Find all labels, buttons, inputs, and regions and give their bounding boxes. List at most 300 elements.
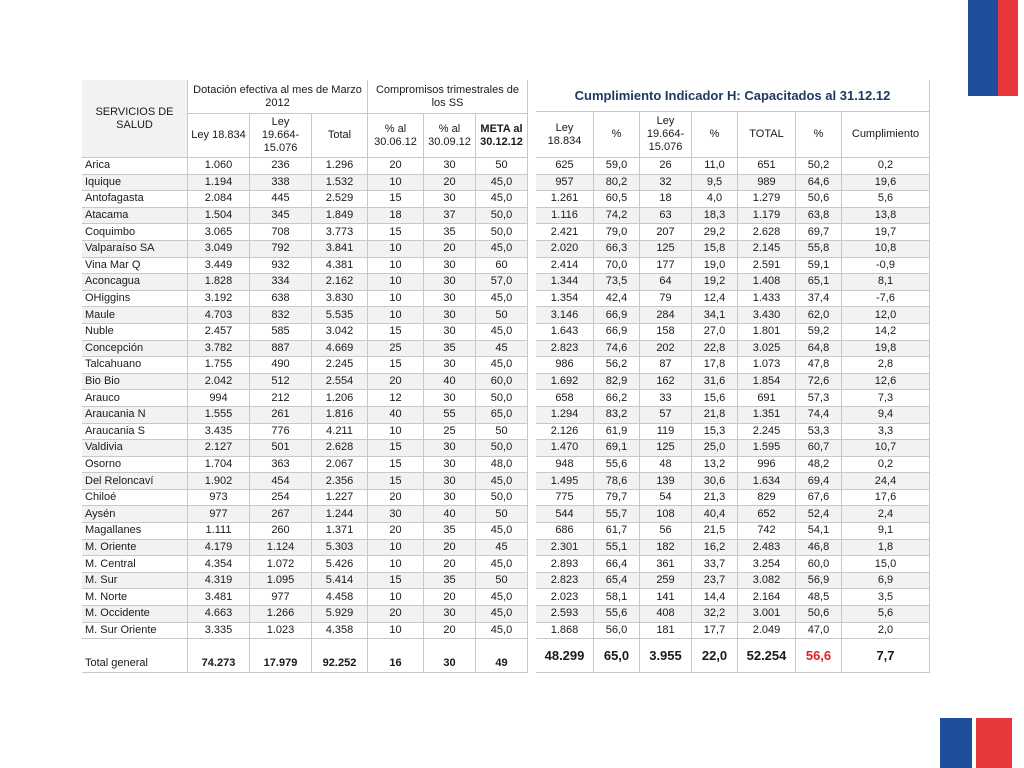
service-name-cell: Concepción [82,341,188,358]
data-cell: 20 [368,158,424,175]
data-cell: 20 [424,623,476,640]
data-cell: 1.294 [536,407,594,424]
data-cell: 50,0 [476,490,528,507]
table-row [82,573,528,590]
data-cell: 2.020 [536,241,594,258]
data-cell: 1,8 [842,540,930,557]
data-cell: 55,7 [594,506,640,523]
data-cell: 3.449 [188,258,250,275]
r-pct3-header: % [796,112,842,158]
table-row [536,606,930,623]
data-cell: 30,6 [692,473,738,490]
data-cell: 658 [536,390,594,407]
data-cell: 66,9 [594,307,640,324]
data-cell: 35 [424,523,476,540]
data-cell: 78,6 [594,473,640,490]
data-cell: 80,2 [594,175,640,192]
data-cell: 2,8 [842,357,930,374]
data-cell: 4.319 [188,573,250,590]
table-row [82,258,528,275]
data-cell: 1.470 [536,440,594,457]
data-cell: 1.116 [536,208,594,225]
data-cell: 53,3 [796,424,842,441]
data-cell: 64 [640,274,692,291]
data-cell: 57 [640,407,692,424]
data-cell: 30 [424,490,476,507]
table-row [82,473,528,490]
data-cell: 50 [476,506,528,523]
data-cell: 12 [368,390,424,407]
table-row [82,357,528,374]
data-cell: 10 [368,274,424,291]
table-row [82,307,528,324]
data-cell: 45,0 [476,324,528,341]
data-cell: 20 [424,556,476,573]
data-cell: 72,6 [796,374,842,391]
table-row [536,490,930,507]
data-cell: 17,7 [692,623,738,640]
flag-bar-blue-top [968,0,998,96]
data-cell: 83,2 [594,407,640,424]
data-cell: 1.828 [188,274,250,291]
total-row [536,639,930,673]
data-cell: 3.001 [738,606,796,623]
data-cell: 13,8 [842,208,930,225]
service-name-cell: Araucania N [82,407,188,424]
data-cell: 10 [368,258,424,275]
data-cell: 23,7 [692,573,738,590]
data-cell: 87 [640,357,692,374]
data-cell: 261 [250,407,312,424]
data-cell: 3.042 [312,324,368,341]
data-cell: 1.868 [536,623,594,640]
data-cell: 30 [424,390,476,407]
data-cell: 60 [476,258,528,275]
data-cell: 21,5 [692,523,738,540]
table-row [536,473,930,490]
data-cell: 50 [476,307,528,324]
data-cell: 4.663 [188,606,250,623]
data-cell: 2.893 [536,556,594,573]
data-cell: 2,0 [842,623,930,640]
data-cell: 12,0 [842,307,930,324]
data-cell: 181 [640,623,692,640]
data-cell: 61,7 [594,523,640,540]
data-cell: 50,6 [796,606,842,623]
data-cell: 2.593 [536,606,594,623]
data-cell: 977 [188,506,250,523]
data-cell: 1.095 [250,573,312,590]
data-cell: 158 [640,324,692,341]
data-cell: 47,0 [796,623,842,640]
total-cell: 49 [476,639,528,673]
data-cell: 45,0 [476,606,528,623]
table-row [82,556,528,573]
data-cell: 1.060 [188,158,250,175]
data-cell: 66,9 [594,324,640,341]
data-cell: 2,4 [842,506,930,523]
service-name-cell: OHiggins [82,291,188,308]
data-cell: 887 [250,341,312,358]
table-row [82,241,528,258]
data-cell: 64,6 [796,175,842,192]
data-cell: 18 [368,208,424,225]
dotacion-header: Dotación efectiva al mes de Marzo 2012 [188,80,368,114]
data-cell: 42,4 [594,291,640,308]
data-cell: 50,0 [476,224,528,241]
data-cell: 4.211 [312,424,368,441]
data-cell: 79,0 [594,224,640,241]
data-cell: 1.849 [312,208,368,225]
data-cell: 691 [738,390,796,407]
data-cell: 932 [250,258,312,275]
data-cell: 10,8 [842,241,930,258]
flag-bar-red-top [998,0,1018,96]
data-cell: 977 [250,589,312,606]
table-row [536,623,930,640]
data-cell: 20 [424,241,476,258]
service-name-cell: Arauco [82,390,188,407]
data-cell: 20 [368,374,424,391]
dotacion-table [82,80,528,673]
data-cell: 2.127 [188,440,250,457]
total-cell: 7,7 [842,639,930,673]
data-cell: 45,0 [476,623,528,640]
service-name-cell: Maule [82,307,188,324]
data-cell: 1.495 [536,473,594,490]
data-cell: 2.162 [312,274,368,291]
data-cell: 74,2 [594,208,640,225]
data-cell: 14,2 [842,324,930,341]
data-cell: 2.421 [536,224,594,241]
table-row [536,274,930,291]
data-cell: 686 [536,523,594,540]
data-cell: 65,4 [594,573,640,590]
data-cell: 2.823 [536,573,594,590]
data-cell: 50,6 [796,191,842,208]
data-cell: 62,0 [796,307,842,324]
data-cell: 3.146 [536,307,594,324]
data-cell: 3.049 [188,241,250,258]
data-cell: 50 [476,573,528,590]
data-cell: 3.082 [738,573,796,590]
data-cell: 742 [738,523,796,540]
data-cell: 259 [640,573,692,590]
total-cell: 30 [424,639,476,673]
data-cell: 48,2 [796,457,842,474]
data-cell: 1.801 [738,324,796,341]
table-row [536,258,930,275]
data-cell: 50,2 [796,158,842,175]
table-row [82,324,528,341]
table-row [82,606,528,623]
data-cell: 363 [250,457,312,474]
data-cell: 31,6 [692,374,738,391]
data-cell: 1.408 [738,274,796,291]
data-cell: 2.067 [312,457,368,474]
data-cell: 3.254 [738,556,796,573]
data-cell: 74,6 [594,341,640,358]
table-row [82,374,528,391]
data-cell: 25 [368,341,424,358]
data-cell: 21,8 [692,407,738,424]
table-row [82,158,528,175]
table-row [82,208,528,225]
data-cell: 45,0 [476,241,528,258]
service-name-cell: Antofagasta [82,191,188,208]
data-cell: 202 [640,341,692,358]
data-cell: 10,7 [842,440,930,457]
pct-jun-header: % al 30.06.12 [368,114,424,158]
data-cell: 1.227 [312,490,368,507]
service-name-cell: Atacama [82,208,188,225]
table-row [536,291,930,308]
data-cell: 5.414 [312,573,368,590]
service-name-cell: Iquique [82,175,188,192]
data-cell: 652 [738,506,796,523]
total-label: Total general [82,639,188,673]
data-cell: 69,1 [594,440,640,457]
table-row [82,440,528,457]
data-cell: 139 [640,473,692,490]
data-cell: 60,0 [796,556,842,573]
data-cell: 19,2 [692,274,738,291]
data-cell: 182 [640,540,692,557]
data-cell: 454 [250,473,312,490]
service-name-cell: Talcahuano [82,357,188,374]
pct-sep-header: % al 30.09.12 [424,114,476,158]
compromisos-header: Compromisos trimestrales de los SS [368,80,528,114]
data-cell: 7,3 [842,390,930,407]
total-cell: 92.252 [312,639,368,673]
data-cell: 986 [536,357,594,374]
data-cell: 2.591 [738,258,796,275]
table-row [536,424,930,441]
data-cell: 1.532 [312,175,368,192]
table-row [82,224,528,241]
data-cell: 18,3 [692,208,738,225]
data-cell: 58,1 [594,589,640,606]
total-cell: 17.979 [250,639,312,673]
data-cell: 10 [368,424,424,441]
r-pct1-header: % [594,112,640,158]
data-cell: 25 [424,424,476,441]
data-cell: 5,6 [842,191,930,208]
data-cell: 361 [640,556,692,573]
data-cell: 3.430 [738,307,796,324]
data-cell: 8,1 [842,274,930,291]
data-cell: 30 [368,506,424,523]
data-cell: 45,0 [476,589,528,606]
data-cell: 30 [424,357,476,374]
table-row [82,291,528,308]
data-cell: 345 [250,208,312,225]
data-cell: 2.554 [312,374,368,391]
data-cell: 30 [424,440,476,457]
data-cell: 2.245 [312,357,368,374]
data-cell: 1.351 [738,407,796,424]
data-cell: 30 [424,191,476,208]
data-cell: 445 [250,191,312,208]
service-name-cell: Vina Mar Q [82,258,188,275]
data-cell: 30 [424,291,476,308]
data-cell: 10 [368,307,424,324]
data-cell: -7,6 [842,291,930,308]
data-cell: 1.704 [188,457,250,474]
data-cell: 1.344 [536,274,594,291]
service-name-cell: M. Sur Oriente [82,623,188,640]
service-name-cell: M. Oriente [82,540,188,557]
data-cell: 79 [640,291,692,308]
data-cell: 162 [640,374,692,391]
data-cell: 70,0 [594,258,640,275]
total-cell: 74.273 [188,639,250,673]
data-cell: 10 [368,175,424,192]
data-cell: 30 [424,274,476,291]
data-cell: 1.179 [738,208,796,225]
data-cell: 20 [424,175,476,192]
service-name-cell: Valparaíso SA [82,241,188,258]
service-name-cell: Valdivia [82,440,188,457]
table-row [536,191,930,208]
data-cell: 66,3 [594,241,640,258]
data-cell: 65,0 [476,407,528,424]
data-cell: 1.755 [188,357,250,374]
table-row [82,540,528,557]
data-cell: 35 [424,573,476,590]
table-row [536,523,930,540]
table-row [82,407,528,424]
data-cell: 119 [640,424,692,441]
data-cell: 15,3 [692,424,738,441]
data-cell: 512 [250,374,312,391]
data-cell: 18 [640,191,692,208]
data-cell: 15 [368,224,424,241]
data-cell: 69,7 [796,224,842,241]
r-total-header: TOTAL [738,112,796,158]
r-pct2-header: % [692,112,738,158]
data-cell: 3,3 [842,424,930,441]
data-cell: 544 [536,506,594,523]
data-cell: 56 [640,523,692,540]
data-cell: 37,4 [796,291,842,308]
data-cell: 34,1 [692,307,738,324]
servicios-header: SERVICIOS DE SALUD [82,80,188,158]
data-cell: 15,8 [692,241,738,258]
data-cell: 19,8 [842,341,930,358]
ley18834-header: Ley 18.834 [188,114,250,158]
data-cell: 284 [640,307,692,324]
service-name-cell: Coquimbo [82,224,188,241]
service-name-cell: Arica [82,158,188,175]
data-cell: 3.192 [188,291,250,308]
data-cell: 1.279 [738,191,796,208]
data-cell: 957 [536,175,594,192]
data-cell: 33,7 [692,556,738,573]
meta-header: META al 30.12.12 [476,114,528,158]
data-cell: 45,0 [476,175,528,192]
data-cell: 26 [640,158,692,175]
data-cell: 45 [476,540,528,557]
data-cell: 4.669 [312,341,368,358]
data-cell: 48,5 [796,589,842,606]
data-cell: 15 [368,191,424,208]
data-cell: 948 [536,457,594,474]
data-cell: 35 [424,341,476,358]
table-row [536,556,930,573]
data-cell: 5.426 [312,556,368,573]
data-cell: 1.692 [536,374,594,391]
table-row [536,307,930,324]
service-name-cell: Bio Bio [82,374,188,391]
data-cell: 9,4 [842,407,930,424]
data-cell: 2.301 [536,540,594,557]
service-name-cell: Magallanes [82,523,188,540]
total-row [82,639,528,673]
data-cell: 1.433 [738,291,796,308]
data-cell: 55,8 [796,241,842,258]
data-cell: 45,0 [476,291,528,308]
data-cell: 40 [424,506,476,523]
data-cell: 2.049 [738,623,796,640]
data-cell: 4.381 [312,258,368,275]
data-cell: 56,0 [594,623,640,640]
data-cell: 832 [250,307,312,324]
data-cell: 61,9 [594,424,640,441]
cumplimiento-table [536,80,930,673]
data-cell: 54,1 [796,523,842,540]
table-row [536,407,930,424]
data-cell: 2.023 [536,589,594,606]
data-cell: 59,1 [796,258,842,275]
data-cell: 2.529 [312,191,368,208]
data-cell: 56,9 [796,573,842,590]
data-cell: 2.628 [312,440,368,457]
data-cell: 13,2 [692,457,738,474]
table-row [536,589,930,606]
data-cell: 55,6 [594,457,640,474]
data-cell: 1.206 [312,390,368,407]
data-cell: 82,9 [594,374,640,391]
table-row [82,457,528,474]
data-cell: 4.458 [312,589,368,606]
data-cell: 994 [188,390,250,407]
service-name-cell: Aconcagua [82,274,188,291]
data-cell: 19,7 [842,224,930,241]
data-cell: 10 [368,556,424,573]
data-cell: 267 [250,506,312,523]
data-cell: 3.830 [312,291,368,308]
data-cell: 40,4 [692,506,738,523]
table-row [82,623,528,640]
data-cell: 15,0 [842,556,930,573]
data-cell: 50,0 [476,208,528,225]
data-cell: 3.335 [188,623,250,640]
r-ley18834-header: Ley 18.834 [536,112,594,158]
service-name-cell: M. Occidente [82,606,188,623]
data-cell: 260 [250,523,312,540]
data-cell: 60,0 [476,374,528,391]
data-cell: 775 [536,490,594,507]
service-name-cell: Nuble [82,324,188,341]
data-cell: 55,6 [594,606,640,623]
data-cell: 2.084 [188,191,250,208]
data-cell: 212 [250,390,312,407]
data-cell: 15 [368,324,424,341]
table-row [82,175,528,192]
data-cell: 1.354 [536,291,594,308]
data-cell: 408 [640,606,692,623]
